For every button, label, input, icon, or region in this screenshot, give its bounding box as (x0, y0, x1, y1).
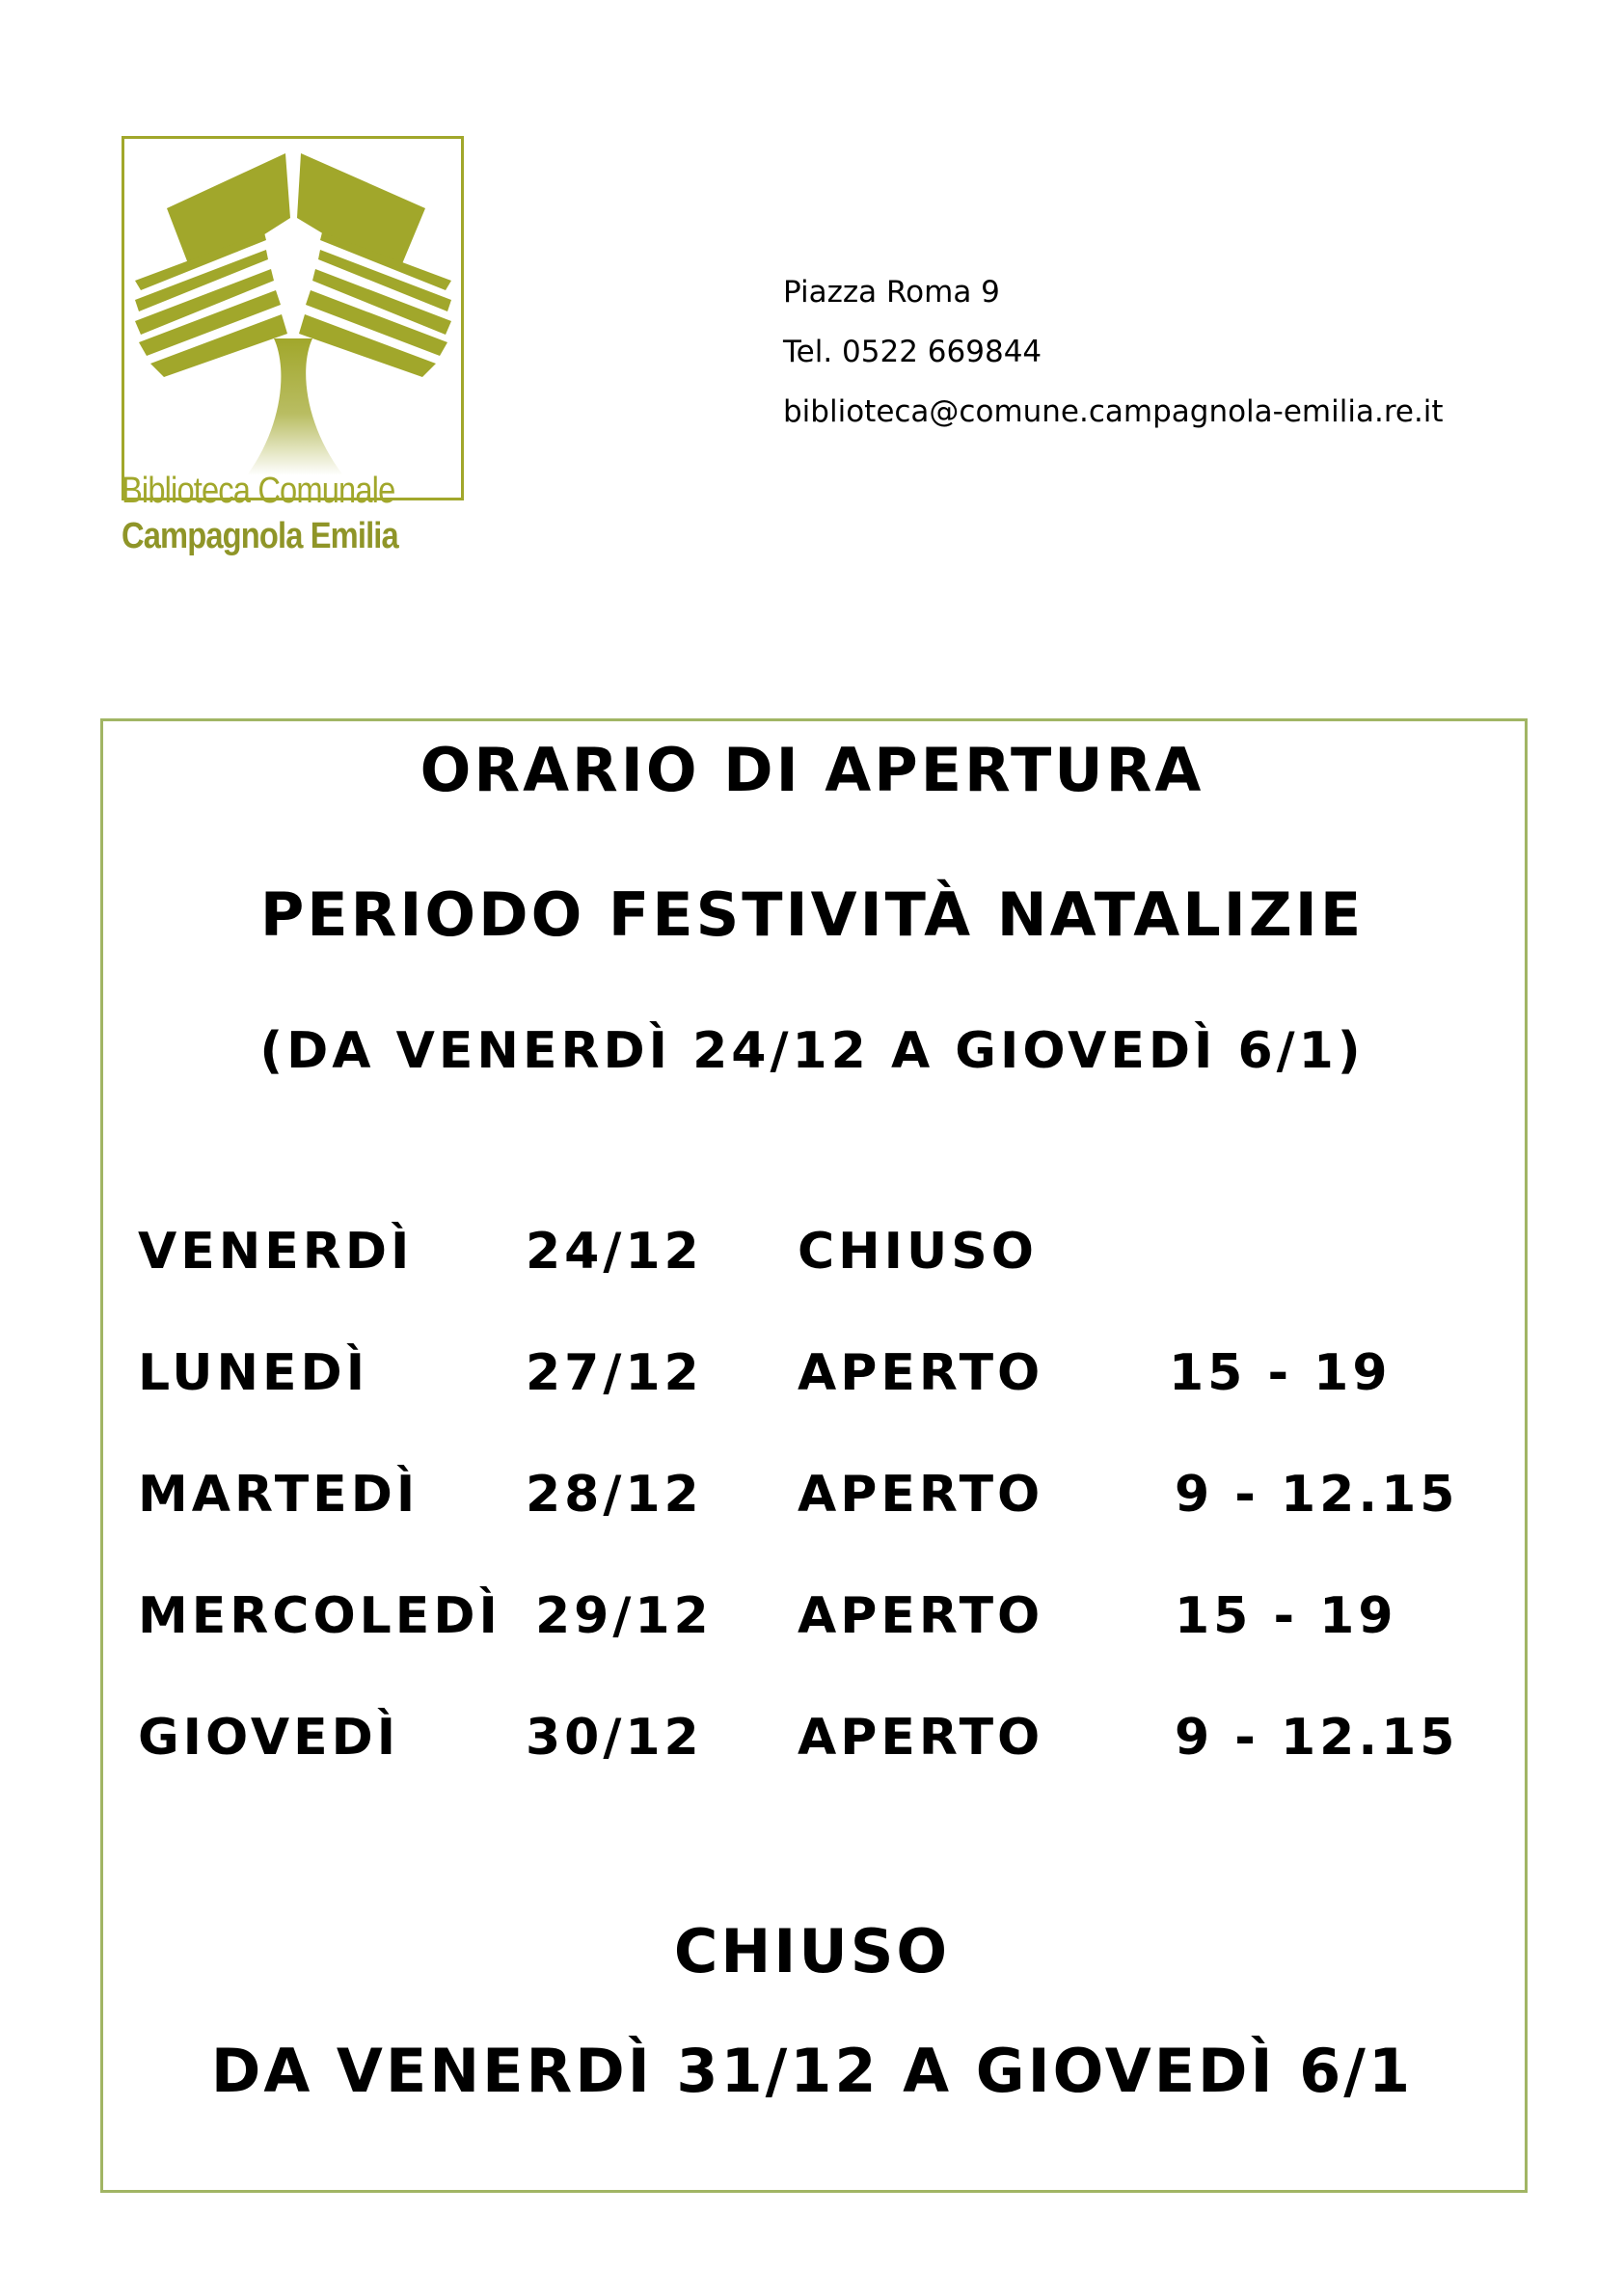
schedule-status: APERTO (798, 1587, 1044, 1645)
schedule-date: 30/12 (526, 1709, 703, 1767)
email: biblioteca@comune.campagnola-emilia.re.it (783, 394, 1444, 429)
schedule-day: LUNEDÌ (138, 1344, 369, 1402)
notice-subtitle: PERIODO FESTIVITÀ NATALIZIE (259, 879, 1365, 950)
schedule-hours: 9 - 12.15 (1175, 1709, 1459, 1767)
schedule-date: 29/12 (535, 1587, 713, 1645)
schedule-status: APERTO (798, 1466, 1044, 1524)
schedule-hours: 15 - 19 (1175, 1587, 1397, 1645)
logo-name-line2: Campagnola Emilia (122, 516, 398, 556)
address: Piazza Roma 9 (783, 275, 1000, 310)
schedule-day: MERCOLEDÌ (138, 1587, 501, 1645)
schedule-hours: 9 - 12.15 (1175, 1466, 1459, 1524)
phone: Tel. 0522 669844 (783, 335, 1042, 369)
closed-period: DA VENERDÌ 31/12 A GIOVEDÌ 6/1 (210, 2036, 1414, 2106)
contact-block (783, 262, 1444, 442)
library-logo (122, 136, 464, 565)
schedule-date: 28/12 (526, 1466, 703, 1524)
schedule-date: 24/12 (526, 1223, 703, 1281)
schedule-status: APERTO (798, 1344, 1044, 1402)
schedule-day: MARTEDÌ (138, 1466, 420, 1524)
closed-label: CHIUSO (673, 1916, 951, 1986)
schedule-day: VENERDÌ (138, 1223, 414, 1281)
schedule-status: CHIUSO (798, 1223, 1038, 1281)
notice-period: (DA VENERDÌ 24/12 A GIOVEDÌ 6/1) (259, 1022, 1365, 1080)
schedule-hours: 15 - 19 (1169, 1344, 1392, 1402)
schedule-status: APERTO (798, 1709, 1044, 1767)
schedule-date: 27/12 (526, 1344, 703, 1402)
notice-title: ORARIO DI APERTURA (420, 735, 1204, 805)
logo-name-line1: Biblioteca Comunale (122, 471, 395, 511)
schedule-day: GIOVEDÌ (138, 1709, 400, 1767)
book-tree-icon (122, 136, 464, 498)
